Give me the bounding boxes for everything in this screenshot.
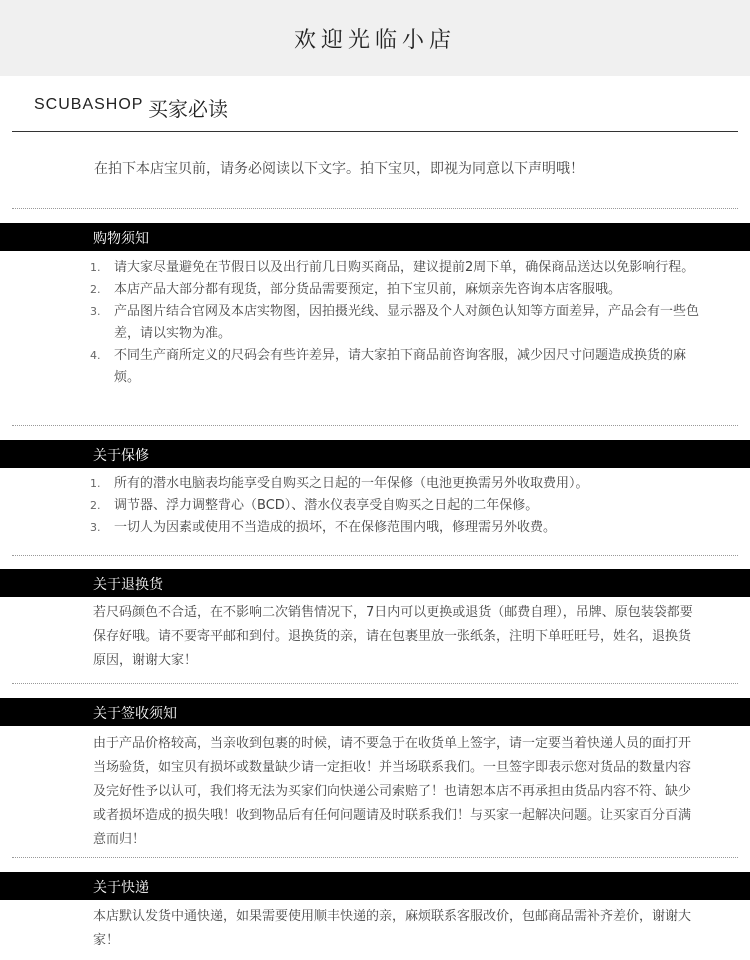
item-number: 2. [90,283,101,296]
item-text: 所有的潜水电脑表均能享受自购买之日起的一年保修（电池更换需另外收取费用）。 [114,476,589,491]
list-item [90,473,700,495]
shipping-text: 本店默认发货中通快递，如果需要使用顺丰快递的亲，麻烦联系客服改价，包邮商品需补齐差价，谢谢大家！ [93,909,692,948]
section-header-warranty [0,440,750,468]
list-item [90,257,700,279]
shopping-notice-list [90,257,700,389]
list-item [90,345,700,389]
welcome-banner [0,0,750,76]
signing-text: 由于产品价格较高，当亲收到包裹的时候，请不要急于在收货单上签字，请一定要当着快递人员的面打开当场验货，如宝贝有损坏或数量缺少请一定拒收！并当场联系我们。一旦签字即表示您对货品的数量内容及完好性予以认可，我们将无法为买家们向快递公司索赔了！也请恕本店不再承担由货品内容不符、缺少或者损坏造成的损失哦！收到物品后有任何问题请及时联系我们！与买家一起解决问题。让买家百分百满意而归！ [93,736,692,847]
welcome-title: 欢迎光临小店 [293,27,456,53]
section-header-returns [0,569,750,597]
item-number: 1. [90,477,101,490]
brand-header [0,76,750,134]
list-item [90,495,700,517]
shop-logo: SCUBASHOP [34,96,144,113]
warranty-list [90,473,700,539]
section-title: 购物须知 [93,231,149,247]
item-text: 调节器、浮力调整背心（BCD）、潜水仪表享受自购买之日起的二年保修。 [114,498,539,513]
item-text: 产品图片结合官网及本店实物图，因拍摄光线、显示器及个人对颜色认知等方面差异，产品会有一些色差，请以实物为准。 [114,304,700,341]
item-text: 本店产品大部分都有现货，部分货品需要预定，拍下宝贝前，麻烦亲先咨询本店客服哦。 [114,282,622,297]
section-title: 关于退换货 [93,577,163,593]
dotted-divider [12,425,738,426]
item-number: 2. [90,499,101,512]
list-item [90,517,700,539]
list-item [90,279,700,301]
section-header-shopping [0,223,750,251]
page-title: 买家必读 [148,97,228,121]
item-number: 1. [90,261,101,274]
dotted-divider [12,857,738,858]
section-header-shipping [0,872,750,900]
item-text: 请大家尽量避免在节假日以及出行前几日购买商品，建议提前2周下单，确保商品送达以免影响行程。 [114,260,695,275]
intro-notice: 在拍下本店宝贝前，请务必阅读以下文字。拍下宝贝，即视为同意以下声明哦！ [94,161,584,177]
returns-text: 若尺码颜色不合适，在不影响二次销售情况下，7日内可以更换或退货（邮费自理），吊牌、原包装袋都要保存好哦。请不要寄平邮和到付。退换货的亲，请在包裹里放一张纸条，注明下单旺旺号，姓名，退换货原因，谢谢大家！ [93,605,693,668]
dotted-divider [12,683,738,684]
dotted-divider [12,555,738,556]
item-text: 不同生产商所定义的尺码会有些许差异，请大家拍下商品前咨询客服，减少因尺寸问题造成换货的麻烦。 [114,348,687,385]
section-title: 关于快递 [93,880,149,896]
section-title: 关于保修 [93,448,149,464]
item-number: 3. [90,521,101,534]
item-number: 4. [90,349,101,362]
item-number: 3. [90,305,101,318]
section-header-signing [0,698,750,726]
list-item [90,301,700,345]
dotted-divider [12,208,738,209]
item-text: 一切人为因素或使用不当造成的损坏，不在保修范围内哦，修理需另外收费。 [114,520,557,535]
header-divider [12,131,738,132]
section-title: 关于签收须知 [93,706,177,722]
